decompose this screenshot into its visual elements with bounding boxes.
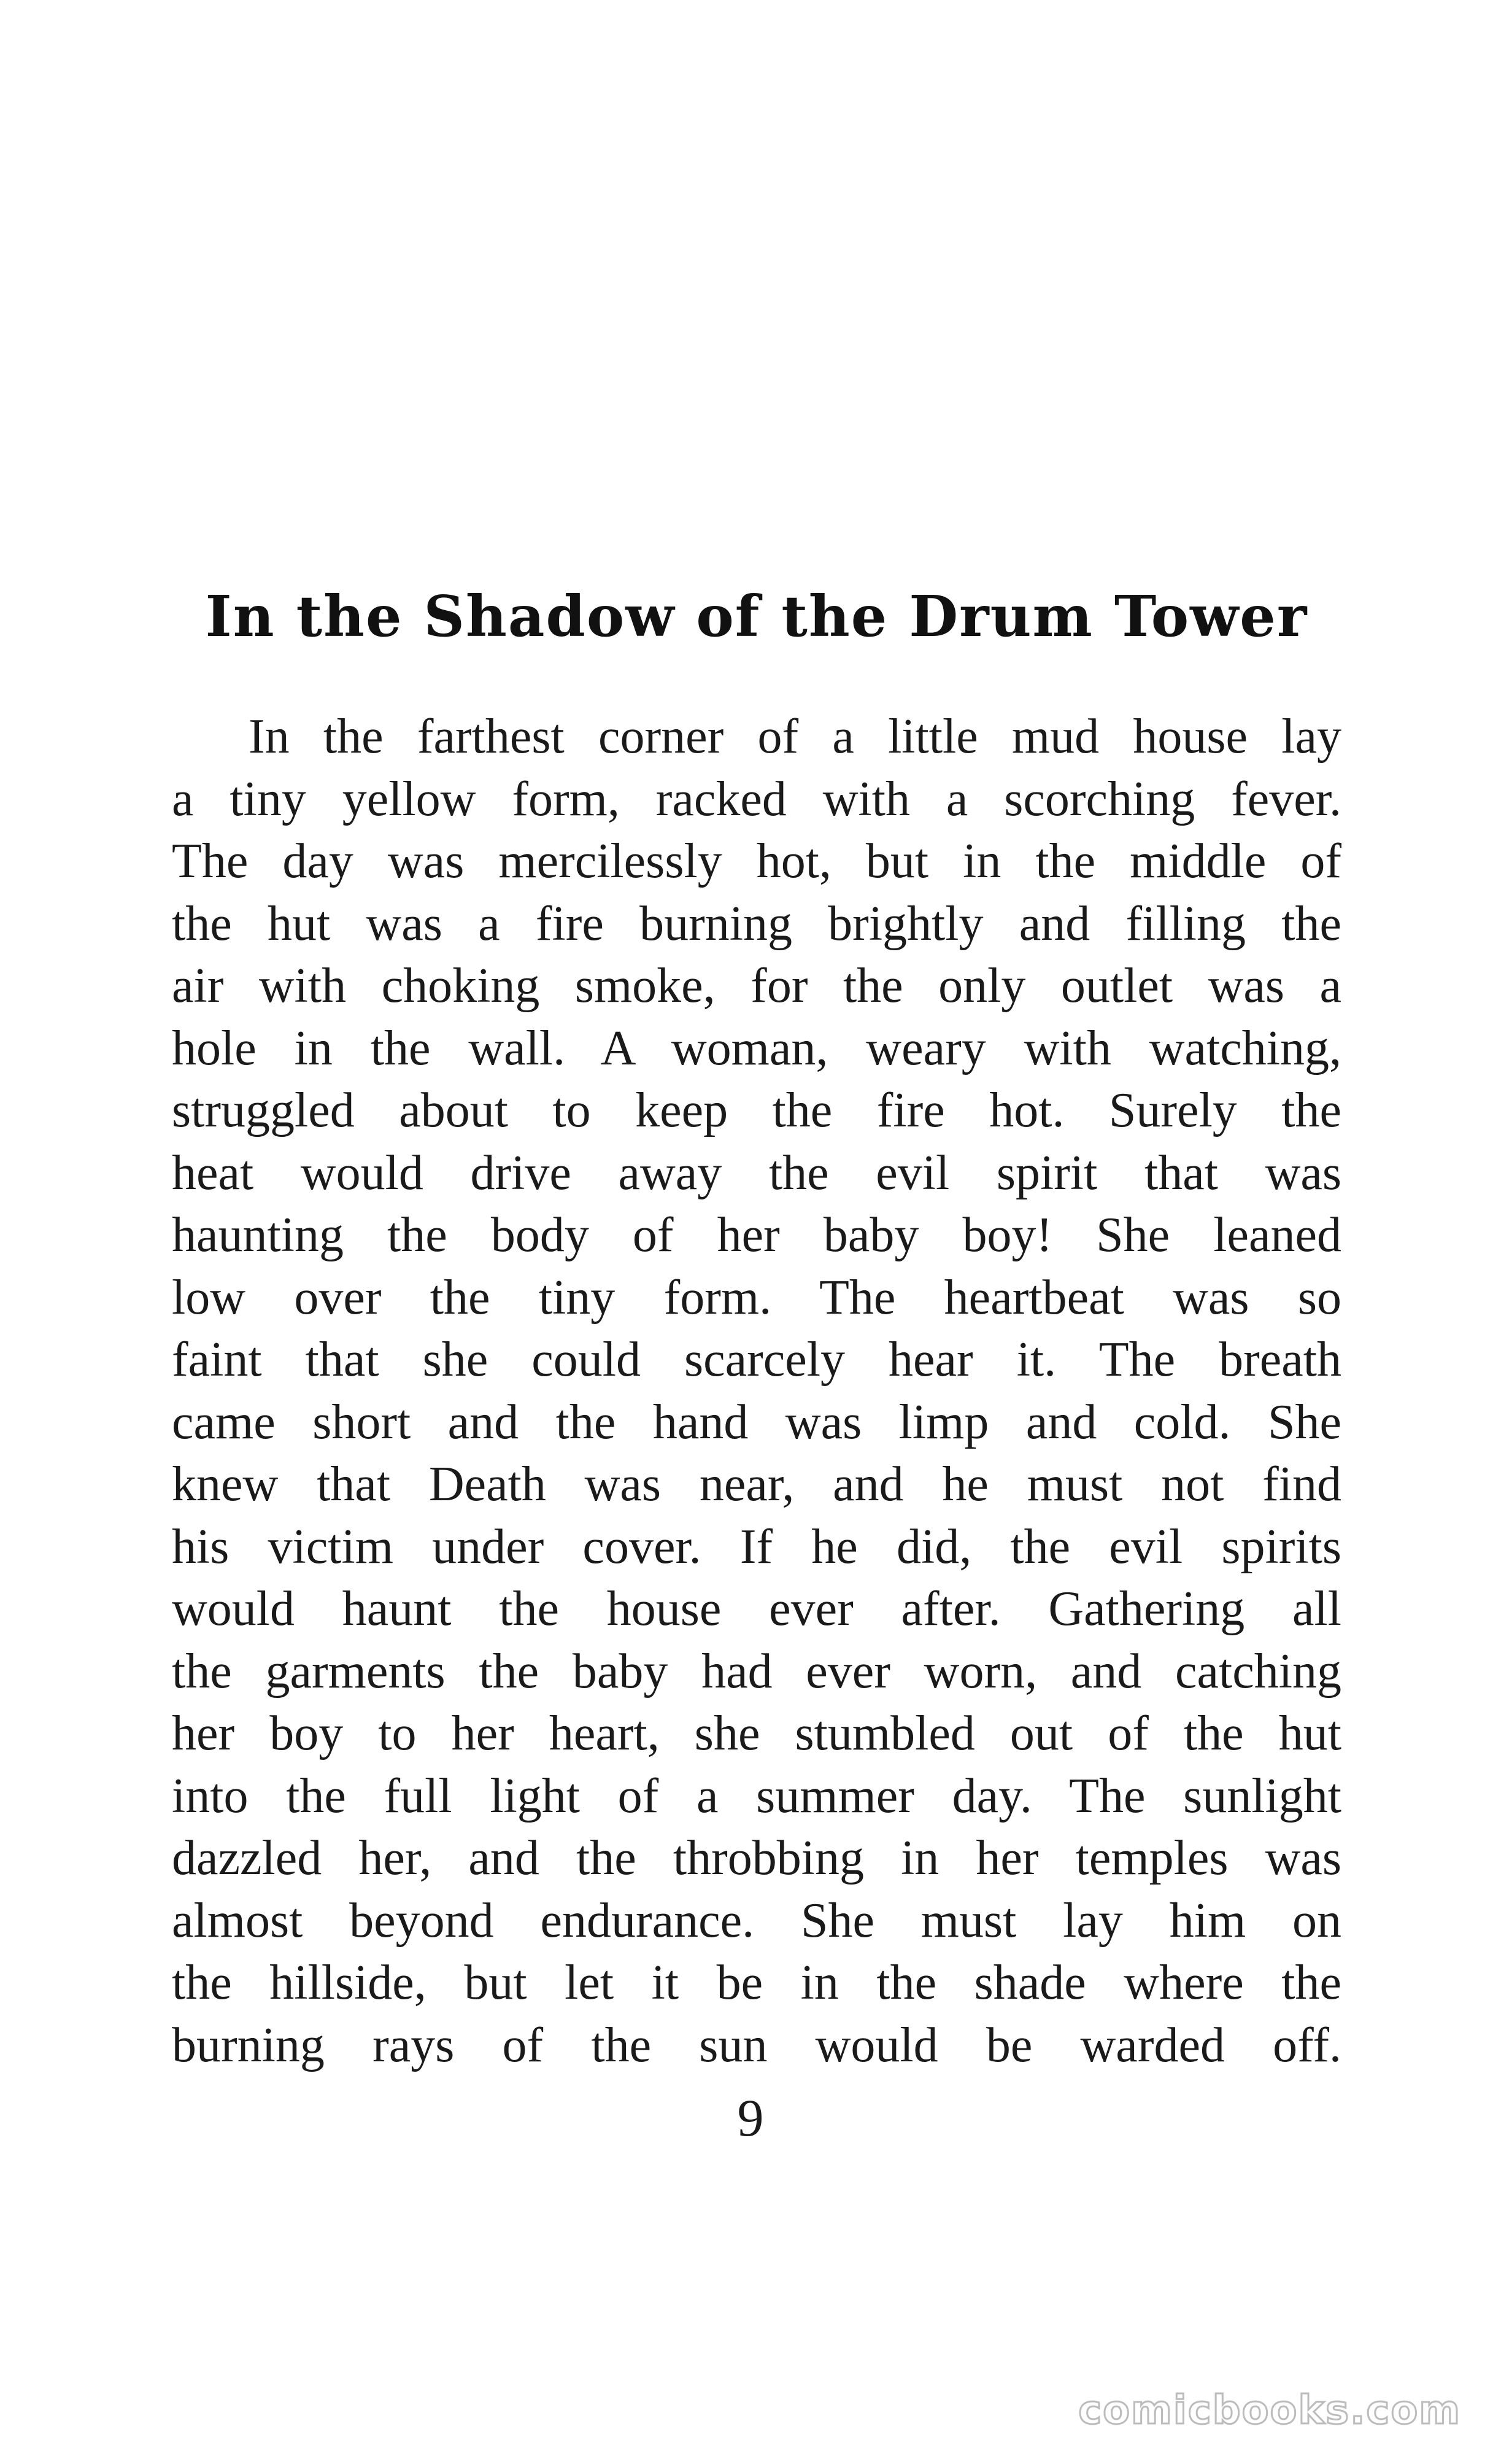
text-line: In the farthest corner of a little mud house lay <box>249 710 1341 764</box>
text-line: the hut was a fire burning brightly and filling the <box>172 896 1341 951</box>
text-line: faint that she could scarcely hear it. The breath <box>172 1333 1341 1387</box>
page-number: 9 <box>737 2088 764 2147</box>
text-line: struggled about to keep the fire hot. Surely the <box>172 1083 1341 1137</box>
text-line: the hillside, but let it be in the shade where the <box>172 1956 1341 2010</box>
text-line: air with choking smoke, for the only outlet was a <box>172 959 1341 1013</box>
text-line: haunting the body of her baby boy! She leaned <box>172 1208 1341 1262</box>
body-text <box>172 706 1341 2077</box>
watermark: comicbooks.com <box>1078 2388 1461 2433</box>
text-line: his victim under cover. If he did, the evil spirits <box>172 1519 1341 1574</box>
text-line: knew that Death was near, and he must not find <box>172 1457 1341 1511</box>
text-line: heat would drive away the evil spirit that was <box>172 1145 1341 1200</box>
text-line: low over the tiny form. The heartbeat was so <box>172 1270 1341 1325</box>
text-line: burning rays of the sun would be warded off. <box>172 2018 1341 2072</box>
text-line: The day was mercilessly hot, but in the middle of <box>172 834 1341 888</box>
text-line: her boy to her heart, she stumbled out of the hut <box>172 1707 1341 1761</box>
text-line: hole in the wall. A woman, weary with watching, <box>172 1021 1341 1075</box>
text-line: dazzled her, and the throbbing in her temples was <box>172 1831 1341 1885</box>
text-line: a tiny yellow form, racked with a scorching fever. <box>172 772 1341 826</box>
text-line: almost beyond endurance. She must lay him on <box>172 1893 1341 1948</box>
chapter-title: In the Shadow of the Drum Tower <box>205 583 1308 649</box>
text-line: came short and the hand was limp and cold. She <box>172 1395 1341 1449</box>
text-line: into the full light of a summer day. The sunlight <box>172 1769 1341 1823</box>
text-line: the garments the baby had ever worn, and catching <box>172 1644 1341 1699</box>
text-line: would haunt the house ever after. Gathering all <box>172 1582 1341 1636</box>
